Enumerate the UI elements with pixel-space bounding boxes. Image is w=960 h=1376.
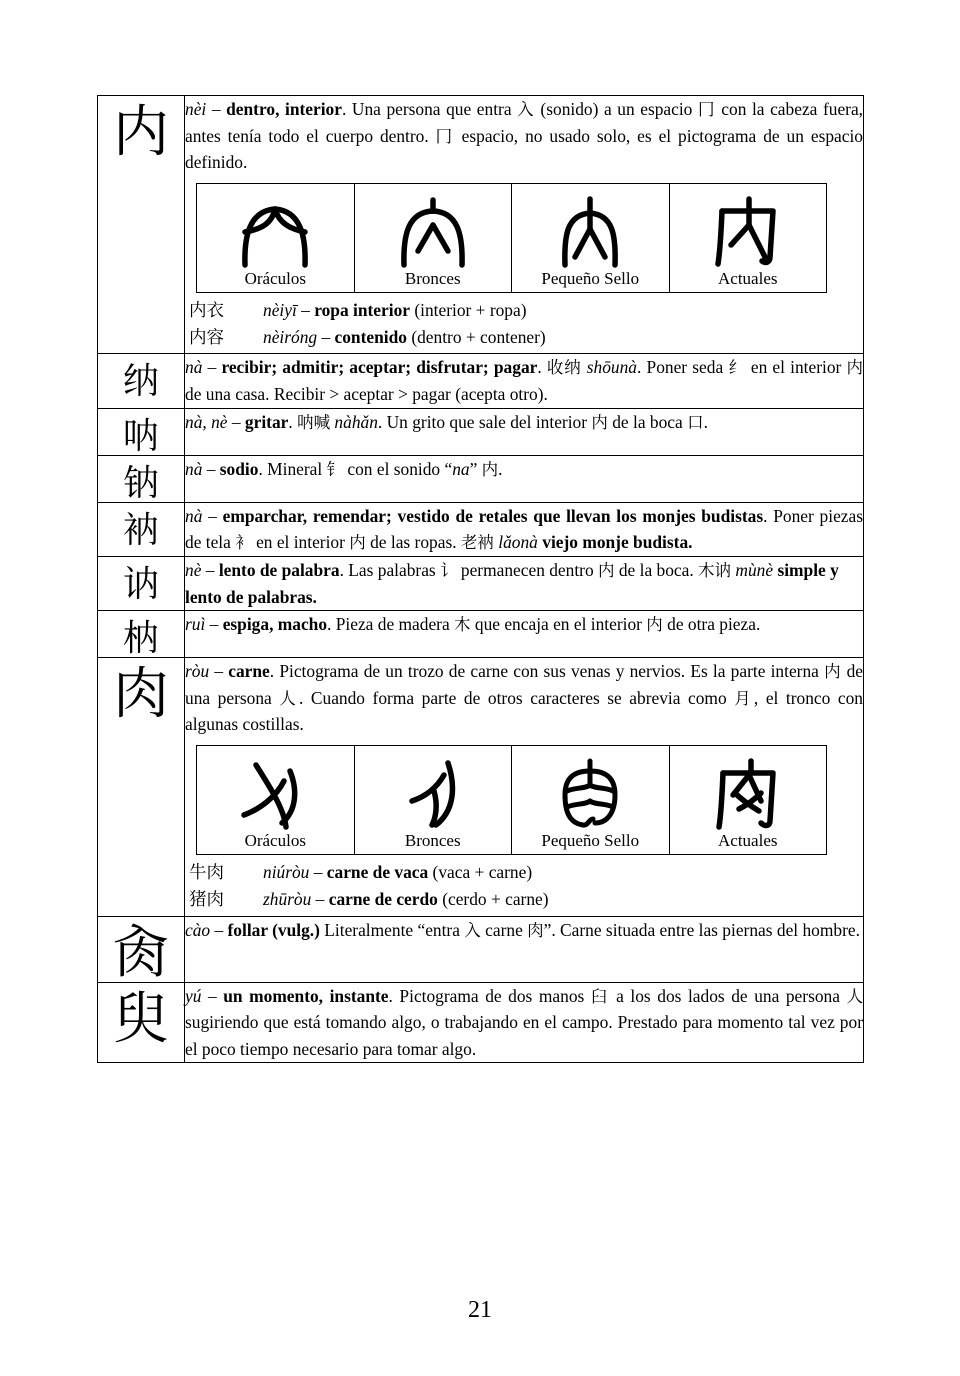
evolution-label: Pequeño Sello (541, 831, 640, 851)
compound-meaning: carne de vaca (326, 862, 429, 882)
desc-text: . Un grito que sale del interior (377, 411, 592, 432)
desc-text: de una casa. Recibir > aceptar > pagar (acepta otro). (185, 384, 548, 404)
entry-description: cào – follar (vulg.) Literalmente “entra 入 carne 肉”. Carne situada entre las piernas del hombre. (185, 919, 860, 940)
desc-text: de la boca (607, 411, 688, 432)
desc-text: . (537, 357, 547, 378)
compound-literal: (interior + ropa) (409, 299, 527, 320)
inline-hanzi: 内 (598, 560, 615, 580)
headword-character: 纳 (122, 361, 159, 403)
evolution-chart-rou (196, 745, 827, 855)
inline-hanzi: 冂 (435, 126, 455, 146)
desc-bold: viejo monje budista. (542, 532, 693, 553)
inline-hanzi: 木 (454, 615, 471, 635)
pinyin: ruì (185, 614, 206, 635)
list-item (189, 297, 863, 324)
desc-text: . Una persona que entra (341, 99, 518, 119)
table-row (98, 556, 864, 610)
gloss: espiga, macho (222, 614, 328, 635)
entry-character-cell (98, 982, 185, 1063)
headword-character: 衲 (122, 509, 159, 551)
headword-character: 呐 (122, 415, 159, 457)
table-row (98, 354, 864, 408)
desc-text: . Pictograma de dos manos (388, 985, 591, 1006)
inline-hanzi: 人 (846, 986, 864, 1006)
inline-hanzi: 人 (279, 688, 299, 708)
entry-body-cell (185, 982, 864, 1063)
table-row (98, 96, 864, 354)
desc-text: . (498, 458, 503, 479)
gloss: carne (228, 661, 270, 682)
pinyin: nèi (185, 99, 207, 119)
desc-text: ” (469, 458, 482, 479)
desc-text: . Cuando forma parte de otros caracteres se abrevia como (299, 687, 735, 708)
inline-hanzi: 内 (824, 662, 842, 682)
gloss: follar (vulg.) (227, 919, 320, 940)
desc-text: . Poner seda (637, 357, 729, 378)
evolution-cell-modern (669, 746, 827, 855)
compound-text (263, 886, 863, 912)
desc-text: de la boca. (614, 559, 699, 580)
compound-hanzi: 内衣 (189, 300, 224, 321)
entry-description: nè – lento de palabra. Las palabras 讠 permanecen dentro 内 de la boca. 木讷 mùnè simple y lento de palabras. (185, 559, 839, 607)
inline-hanzi: 内 (646, 615, 663, 635)
entry-character-cell (98, 658, 185, 916)
inline-hanzi: 收纳 (546, 358, 582, 378)
desc-text: espacio, no usado solo, es el pictograma de un espacio definido. (185, 125, 863, 173)
pinyin: nà, nè (185, 411, 228, 432)
pinyin: nà (185, 357, 203, 378)
pinyin: ròu (185, 661, 210, 682)
gloss: emparchar, remendar; vestido de retales que llevan los monjes budistas (222, 505, 764, 526)
evolution-chart-nei (196, 183, 827, 293)
evolution-cell-seal (512, 746, 670, 855)
character-entries-table (97, 95, 864, 1063)
gloss: lento de palabra (218, 559, 340, 580)
desc-text: (sonido) a un espacio (534, 99, 698, 119)
desc-text: con la cabeza fuera, antes tenía todo el cuerpo dentro. (185, 99, 864, 146)
inline-pinyin: na (452, 458, 470, 479)
entry-body-cell (185, 611, 864, 658)
entry-body-cell (185, 556, 864, 610)
compound-pinyin: niúròu (263, 862, 310, 882)
entry-body-cell (185, 408, 864, 455)
evolution-label: Actuales (718, 831, 778, 851)
entry-description: yú – un momento, instante. Pictograma de dos manos 臼 a los dos lados de una persona 人 sugiriendo que está tomando algo, o trabajando en el campo. Prestado para momento tal vez por el poco tiempo necesario para tomar algo. (185, 985, 864, 1059)
inline-hanzi: 口 (687, 412, 704, 432)
small-seal-glyph (512, 194, 669, 270)
desc-text: . Poner piezas de tela (185, 505, 863, 553)
table-row (98, 916, 864, 982)
headword-character: 讷 (122, 563, 159, 605)
entry-body-cell (185, 96, 864, 354)
entry-description: nà – recibir; admitir; aceptar; disfrutar; pagar. 收纳 shōunà. Poner seda 纟 en el interior 内 de una casa. Recibir > aceptar > pagar (acepta otro). (185, 357, 864, 404)
desc-text: . (288, 411, 298, 432)
entry-description: nèi – dentro, interior. Una persona que entra 入 (sonido) a un espacio 冂 con la cabeza fuera, antes tenía todo el cuerpo dentro. 冂 espacio, no usado solo, es el pictograma de un espacio definido. (185, 99, 864, 173)
compound-pinyin: nèiyī (263, 299, 297, 320)
desc-text: de otra pieza. (662, 614, 761, 635)
pinyin: cào (185, 919, 211, 940)
desc-text: carne (480, 919, 528, 940)
inline-hanzi: 内 (591, 412, 608, 432)
headword-character: 肏 (113, 920, 169, 986)
evolution-cell-bronze (354, 183, 512, 292)
headword-character: 臾 (113, 986, 169, 1052)
evolution-label: Pequeño Sello (541, 269, 640, 289)
modern-glyph (670, 194, 827, 270)
compound-hanzi: 牛肉 (189, 863, 224, 883)
entry-character-cell (98, 916, 185, 986)
entry-character-cell (98, 354, 185, 408)
compound-hanzi: 猪肉 (189, 890, 224, 911)
inline-hanzi: 冂 (697, 100, 716, 119)
evolution-cell-oracle (197, 746, 355, 855)
small-seal-glyph (512, 756, 669, 832)
desc-text: a los dos lados de una persona (609, 985, 847, 1006)
entry-character-cell (98, 96, 185, 354)
headword-character: 枘 (122, 618, 159, 660)
desc-text: . (703, 411, 708, 432)
evolution-label: Bronces (404, 269, 461, 289)
compound-pinyin: zhūròu (263, 889, 312, 910)
inline-hanzi: 呐喊 (297, 412, 331, 432)
bronze-glyph (355, 194, 512, 270)
compound-meaning: carne de cerdo (328, 889, 438, 910)
table-row (98, 611, 864, 658)
evolution-cell-modern (669, 183, 827, 292)
desc-text: . Mineral (258, 458, 327, 479)
desc-bold: simple y lento de palabras. (185, 559, 839, 607)
entry-description: nà, nè – gritar. 呐喊 nàhǎn. Un grito que sale del interior 内 de la boca 口. (185, 411, 708, 432)
desc-text: de una persona (185, 661, 864, 708)
evolution-cell-oracle (197, 183, 355, 292)
desc-text: que encaja en el interior (470, 614, 647, 635)
table-row (98, 455, 864, 502)
compound-text (263, 859, 863, 885)
desc-text: en el interior (745, 357, 847, 378)
pinyin: nà (185, 505, 203, 526)
entry-character-cell (98, 502, 185, 556)
compound-meaning: contenido (334, 327, 407, 348)
entry-character-cell (98, 408, 185, 455)
entry-description: ruì – espiga, macho. Pieza de madera 木 que encaja en el interior 内 de otra pieza. (185, 614, 761, 635)
compound-dash: – (311, 889, 329, 910)
desc-text: . Pictograma de un trozo de carne con sus venas y nervios. Es la parte interna (269, 661, 825, 682)
inline-hanzi: 臼 (590, 986, 610, 1006)
inline-hanzi: 纟 (728, 358, 746, 378)
compound-literal: (cerdo + carne) (437, 889, 549, 910)
entry-description: nà – sodio. Mineral 钅 con el sonido “na” 内. (185, 458, 503, 479)
evolution-label: Oráculos (244, 269, 306, 289)
compound-hanzi: 内容 (189, 328, 224, 349)
inline-hanzi: 肉 (527, 920, 544, 940)
page-number: 21 (468, 1297, 492, 1323)
compound-dash: – (309, 862, 327, 882)
gloss: un momento, instante (223, 985, 389, 1006)
inline-hanzi: 衤 (235, 533, 252, 553)
inline-hanzi: 讠 (440, 560, 457, 580)
entry-description: ròu – carne. Pictograma de un trozo de carne con sus venas y nervios. Es la parte interna 内 de una persona 人. Cuando forma parte de otros caracteres se abrevia como 月, el tronco con algunas costillas. (185, 661, 864, 735)
entry-description: nà – emparchar, remendar; vestido de retales que llevan los monjes budistas. Poner piezas de tela 衤 en el interior 内 de las ropas. 老衲 lǎonà viejo monje budista. (185, 505, 863, 553)
desc-text: con el sonido “ (343, 458, 453, 479)
modern-glyph (670, 756, 827, 832)
inline-hanzi: 内 (846, 358, 864, 378)
pinyin: nè (185, 559, 202, 580)
compound-text (263, 324, 863, 350)
inline-pinyin: lǎonà (498, 532, 538, 553)
entry-body-cell (185, 502, 864, 556)
inline-pinyin: nàhǎn (334, 411, 378, 432)
entry-body-cell (185, 916, 864, 982)
inline-pinyin: mùnè (735, 559, 774, 580)
table-row (98, 982, 864, 1063)
entry-character-cell (98, 556, 185, 610)
inline-hanzi: 入 (464, 920, 481, 940)
desc-text: , el tronco con algunas costillas. (185, 687, 864, 735)
table-row (98, 408, 864, 455)
inline-hanzi: 月 (734, 688, 754, 708)
desc-text: . Las palabras (339, 559, 441, 580)
table-row (98, 658, 864, 916)
evolution-cell-bronze (354, 746, 512, 855)
gloss: recibir; admitir; aceptar; disfrutar; pagar (221, 357, 538, 378)
inline-hanzi: 钅 (326, 459, 344, 479)
table-row (98, 502, 864, 556)
headword-character: 内 (113, 100, 169, 165)
list-item (189, 859, 863, 886)
compound-words-rou (189, 859, 863, 914)
headword-character: 钠 (122, 462, 159, 504)
desc-text: ”. Carne situada entre las piernas del hombre. (543, 919, 860, 940)
desc-text: . Pieza de madera (327, 614, 455, 635)
bronze-glyph (355, 756, 512, 832)
inline-hanzi: 内 (481, 459, 499, 479)
pinyin: nà (185, 458, 203, 479)
evolution-label: Actuales (718, 269, 778, 289)
inline-hanzi: 入 (517, 100, 535, 119)
list-item (189, 324, 863, 351)
oracle-bone-glyph (197, 194, 354, 270)
compound-literal: (vaca + carne) (428, 862, 533, 882)
evolution-label: Bronces (404, 831, 461, 851)
pinyin: yú (185, 985, 202, 1006)
gloss: gritar (244, 411, 289, 432)
inline-hanzi: 木讷 (698, 560, 732, 580)
entry-character-cell (98, 611, 185, 658)
inline-hanzi: 内 (349, 533, 366, 553)
evolution-cell-seal (512, 183, 670, 292)
entry-body-cell (185, 658, 864, 916)
list-item (189, 886, 863, 913)
headword-character: 肉 (113, 662, 169, 728)
entry-body-cell (185, 354, 864, 408)
compound-literal: (dentro + contener) (406, 327, 546, 348)
compound-text (263, 297, 863, 323)
desc-text: de las ropas. (365, 532, 461, 553)
compound-pinyin: nèiróng (263, 327, 318, 348)
gloss: dentro, interior (226, 99, 342, 119)
evolution-label: Oráculos (244, 831, 306, 851)
compound-words-nei (189, 297, 863, 352)
compound-meaning: ropa interior (314, 299, 410, 320)
compound-dash: – (296, 299, 315, 320)
inline-pinyin: shōunà (586, 357, 637, 378)
desc-text: permanecen dentro (456, 559, 599, 580)
entry-body-cell (185, 455, 864, 502)
desc-text: Literalmente “entra (319, 919, 465, 940)
desc-text: sugiriendo que está tomando algo, o trabajando en el campo. Prestado para momento tal vez por el poco tiempo necesario para tomar algo. (185, 1012, 863, 1059)
entry-character-cell (98, 455, 185, 502)
desc-text: en el interior (251, 532, 350, 553)
compound-dash: – (317, 327, 335, 348)
oracle-bone-glyph (197, 756, 354, 832)
gloss: sodio (219, 458, 259, 479)
inline-hanzi: 老衲 (460, 533, 494, 553)
